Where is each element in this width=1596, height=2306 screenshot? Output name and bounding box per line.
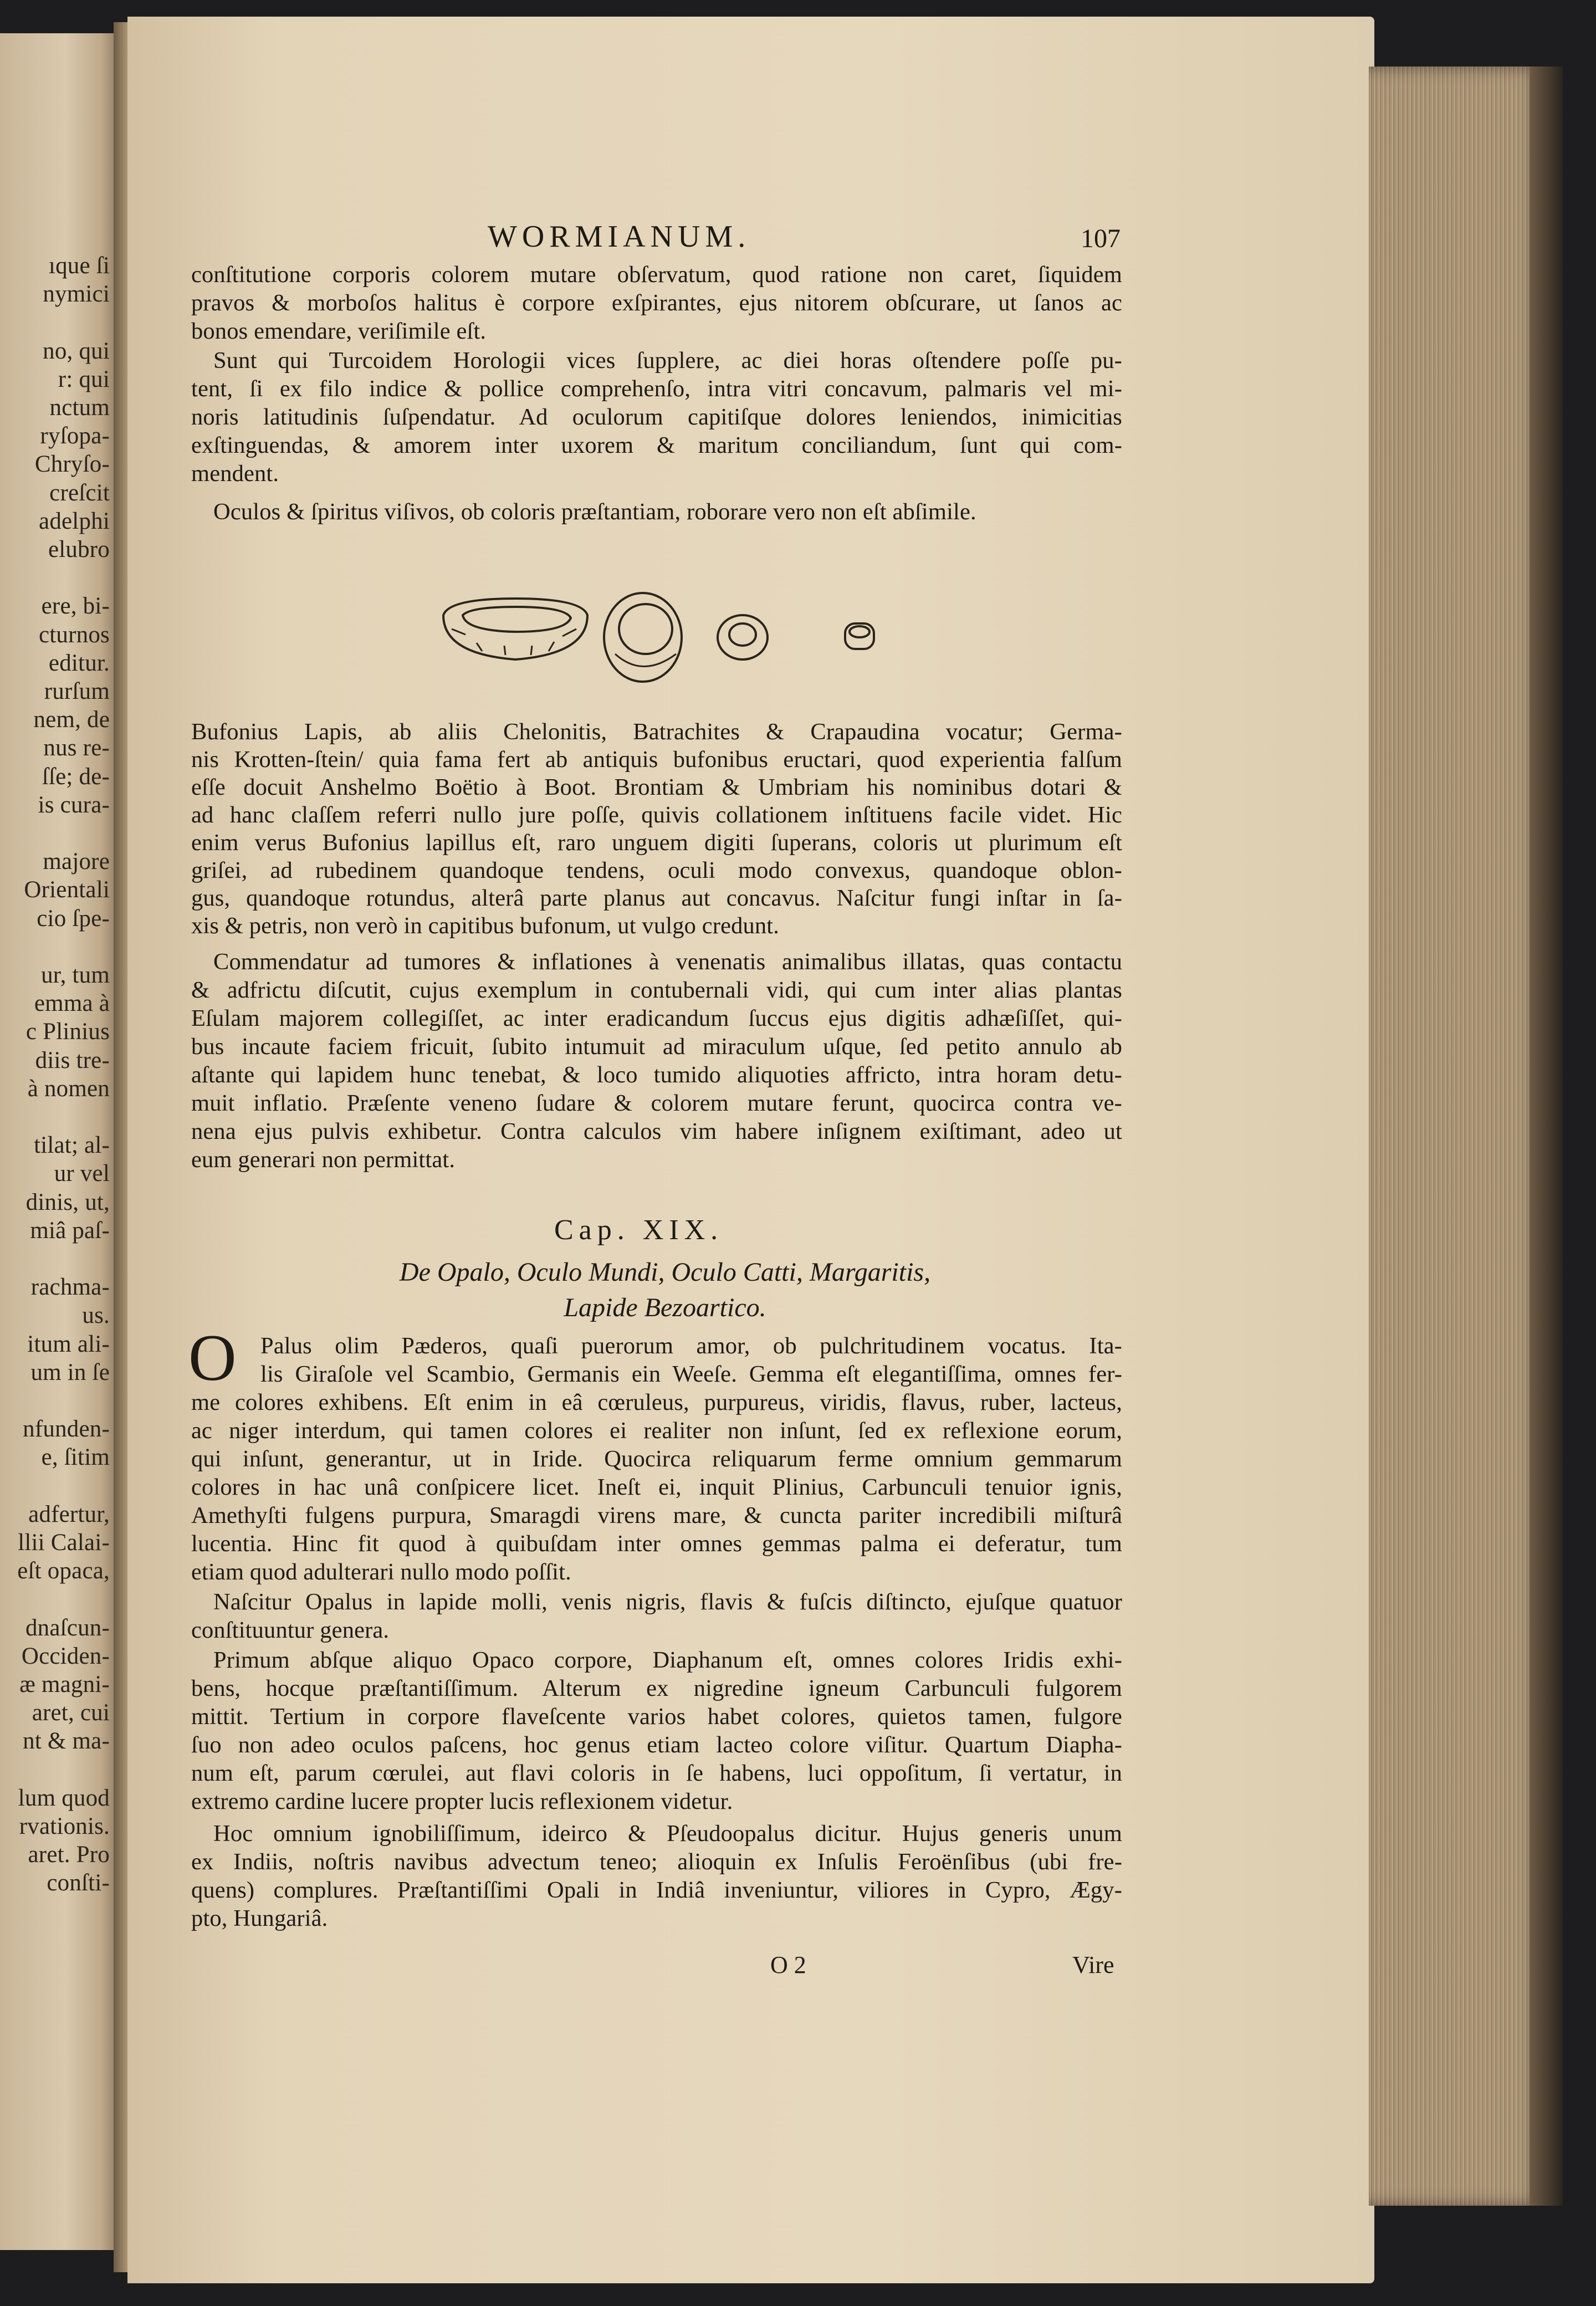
paragraph-4-line: gus, quandoque rotundus, alterâ parte planus aut concavus. Naſcitur fungi inſtar in ſa- (191, 885, 1122, 911)
paragraph-5-line: Commendatur ad tumores & inflationes à venenatis animalibus illatas, quas contactu (213, 949, 1122, 975)
left-page-fragment: cturnos (39, 621, 110, 648)
left-page-fragment: à nomen (27, 1075, 110, 1102)
signature-mark: O 2 (770, 1951, 806, 1978)
chapter-head: Cap. XIX. (554, 1214, 724, 1246)
paragraph-1-line: conſtitutione corporis colorem mutare obſervatum, quod ratione non caret, ſiquidem (191, 262, 1122, 288)
paragraph-8-line: bens, hocque præſtantiſſimum. Alterum ex nigredine igneum Carbunculi fulgorem (191, 1675, 1122, 1701)
left-page-fragment: nus re- (43, 735, 110, 761)
left-page-fragment: elubro (48, 536, 110, 563)
left-page-fragment: Orientali (24, 877, 110, 903)
left-page-fragment: creſcit (49, 479, 110, 506)
left-page-fragment: æ magni- (19, 1671, 110, 1697)
paragraph-9-line: ex Indiis, noſtris navibus advectum teneo; alioquin ex Inſulis Feroënſibus (ubi fre- (191, 1849, 1122, 1875)
left-page-fragment: nymici (43, 281, 110, 308)
left-page-fragment: adelphi (39, 508, 110, 534)
paragraph-6-line: etiam quod adulterari nullo modo poſſit. (191, 1559, 571, 1585)
toadstone-figure (432, 576, 887, 687)
left-page-fragment: adfertur, (28, 1501, 110, 1527)
paragraph-5-line: & adfrictu diſcutit, cujus exemplum in contubernali vidi, qui cum inter alias plantas (191, 977, 1122, 1003)
paragraph-6-line: lucentia. Hinc fit quod à quibuſdam inter omnes gemmas palma ei deferatur, tum (191, 1531, 1122, 1557)
left-page-fragment: aret, cui (32, 1700, 110, 1726)
left-page-fragment: ere, bi- (41, 593, 110, 620)
running-head: WORMIANUM. (488, 219, 751, 254)
left-page-fragment: tilat; al- (34, 1132, 110, 1159)
left-page-fragment: aret. Pro (28, 1842, 110, 1868)
paragraph-6-line: Palus olim Pæderos, quaſi puerorum amor, ob pulchritudinem vocatus. Ita- (260, 1333, 1122, 1359)
left-page-fragment: Chryſo- (34, 451, 110, 478)
paragraph-7-line: Naſcitur Opalus in lapide molli, venis nigris, flavis & fuſcis diſtincto, ejuſque quatuor (213, 1589, 1122, 1615)
paragraph-5-line: eum generari non permittat. (191, 1147, 456, 1173)
paragraph-1-line: bonos emendare, veriſimile eſt. (191, 318, 487, 344)
paragraph-4-line: ad hanc claſſem referri nullo jure poſſe, quivis collationem inſtituens facile videt. Hic (191, 802, 1122, 828)
drop-cap: O (188, 1321, 237, 1394)
left-page-fragment: rurſum (44, 678, 110, 704)
left-page-fragment: nem, de (33, 707, 110, 733)
stone-round (604, 593, 682, 682)
stone-tiny (845, 623, 874, 649)
left-page-fragment: is cura- (38, 791, 110, 818)
paragraph-6-line: lis Giraſole vel Scambio, Germanis ein Weeſe. Gemma eſt elegantiſſima, omnes fer- (260, 1361, 1122, 1387)
paragraph-8-line: num eſt, parum cœrulei, aut flavi coloris in ſe habens, luci oppoſitum, ſi vertatur, in (191, 1760, 1122, 1786)
left-page-fragment: ryſopa- (40, 423, 110, 449)
left-page-fragment: dnaſcun- (25, 1614, 110, 1641)
left-page-fragment: itum ali- (27, 1331, 110, 1357)
stone-oblong (443, 599, 587, 659)
paragraph-5-line: bus incaute faciem fricuit, ſubito intumuit ad miraculum uſque, ſed petito annulo ab (191, 1034, 1122, 1060)
left-page-fragment: nfunden- (23, 1416, 110, 1443)
stone-small (718, 615, 768, 659)
paragraph-7-line: conſtituuntur genera. (191, 1617, 390, 1643)
paragraph-9-line: Hoc omnium ignobiliſſimum, ideirco & Pſeudoopalus dicitur. Hujus generis unum (213, 1821, 1122, 1847)
left-page-fragment: um in ſe (30, 1359, 110, 1385)
catchword: Vire (1072, 1951, 1114, 1978)
left-page-fragment: diis tre- (35, 1047, 110, 1073)
left-page-fragment: no, qui (43, 338, 110, 364)
left-page-fragment: us. (82, 1302, 110, 1329)
left-page-fragment: editur. (48, 650, 110, 676)
paragraph-8-line: Primum abſque aliquo Opaco corpore, Diaphanum eſt, omnes colores Iridis exhi- (213, 1647, 1122, 1673)
paragraph-9-line: pto, Hungariâ. (191, 1905, 328, 1931)
left-page-fragment: cio ſpe- (37, 905, 110, 932)
left-page-fragment: miâ paſ- (30, 1217, 110, 1244)
paragraph-1-line: pravos & morboſos halitus è corpore exſpirantes, ejus nitorem obſcurare, ut ſanos ac (191, 290, 1122, 316)
paragraph-5-line: muit inflatio. Præſente veneno ſudare & colorem mutare ferunt, quocirca contra ve- (191, 1090, 1122, 1116)
left-page-fragment: e, ſitim (41, 1444, 110, 1471)
left-page-fragment: ıque ſi (48, 253, 110, 279)
left-page-fragment: llii Calai- (18, 1530, 110, 1556)
left-page-fragment: rachma- (30, 1274, 110, 1301)
chapter-title-line-1: De Opalo, Oculo Mundi, Oculo Catti, Margaritis, (399, 1257, 931, 1287)
paragraph-4-line: nis Krotten-ſtein/ quia fama fert ab antiquis bufonibus eructari, quod experientia falſum (191, 746, 1122, 773)
left-page-fragment: nt & ma- (23, 1728, 110, 1755)
left-page-fragment: emma à (34, 990, 110, 1017)
chapter-title-line-2: Lapide Bezoartico. (564, 1293, 766, 1322)
paragraph-8-line: extremo cardine lucere propter lucis reflexionem videtur. (191, 1788, 733, 1814)
left-page-fragment: ſſe; de- (42, 763, 110, 790)
paragraph-8-line: mittit. Tertium in corpore flaveſcente varios habet colores, quietos tamen, fulgore (191, 1704, 1122, 1730)
paragraph-4-line: griſei, ad rubedinem quandoque tendens, oculi modo convexus, quandoque oblon- (191, 857, 1122, 883)
paragraph-6-line: ac niger interdum, qui tamen colores ei realiter non inſunt, ſed ex reflexione eorum, (191, 1418, 1122, 1444)
paragraph-2-line: Sunt qui Turcoidem Horologii vices ſupplere, ac diei horas oſtendere poſſe pu- (213, 347, 1122, 374)
left-page-fragment: Occiden- (21, 1643, 110, 1669)
paragraph-2-line: mendent. (191, 461, 279, 487)
left-page-fragment: nctum (49, 395, 110, 421)
left-page-fragment: ur vel (54, 1160, 110, 1187)
paragraph-6-line: qui inſunt, generantur, ut in Iride. Quocirca reliquarum ferme omnium gemmarum (191, 1446, 1122, 1472)
paragraph-5-line: Eſulam majorem collegiſſet, ac inter eradicandum ſuccus ejus digitis adhæſiſſet, qui- (191, 1005, 1122, 1031)
left-page-fragment: conſti- (47, 1870, 110, 1896)
left-page-fragment: ur, tum (41, 962, 110, 988)
paragraph-5-line: aſtante qui lapidem hunc tenebat, & loco tumido aliquoties affricto, intra horam detu- (191, 1062, 1122, 1088)
paragraph-4-line: enim verus Bufonius lapillus eſt, raro unguem digiti ſuperans, coloris ut plurimum eſt (191, 830, 1122, 856)
page-number: 107 (1081, 224, 1121, 253)
paragraph-8-line: ſuo non adeo oculos paſcens, hoc genus etiam lacteo colore viſitur. Quartum Diapha- (191, 1732, 1122, 1758)
paragraph-2-line: tent, ſi ex filo indice & pollice comprehenſo, intra vitri concavum, palmaris vel mi- (191, 376, 1122, 402)
paragraph-5-line: nena ejus pulvis exhibetur. Contra calculos vim habere inſignem exiſtimant, adeo ut (191, 1118, 1122, 1144)
paragraph-6-line: me colores exhibens. Eſt enim in eâ cœruleus, purpureus, viridis, flavus, ruber, lacteus, (191, 1389, 1122, 1415)
left-page-fragment: dinis, ut, (25, 1189, 110, 1215)
left-page-fragment: c Plinius (25, 1019, 110, 1045)
paragraph-4-line: eſſe docuit Anshelmo Boëtio à Boot. Brontiam & Umbriam his nominibus dotari & (191, 774, 1122, 800)
paragraph-9-line: quens) complures. Præſtantiſſimi Opali in Indiâ inveniuntur, viliores in Cypro, Ægy- (191, 1877, 1122, 1903)
left-page-fragment: lum quod (18, 1785, 110, 1811)
paragraph-4-line: Bufonius Lapis, ab aliis Chelonitis, Batrachites & Crapaudina vocatur; Germa- (191, 719, 1122, 745)
left-page-fragment: r: qui (58, 366, 110, 392)
paragraph-2-line: exſtinguendas, & amorem inter uxorem & maritum conciliandum, ſunt qui com- (191, 432, 1122, 458)
paragraph-6-line: Amethyſti fulgens purpura, Smaragdi virens mare, & cuncta pariter incredibili miſturâ (191, 1502, 1122, 1528)
left-page-fragment: rvationis. (19, 1813, 110, 1839)
paragraph-2-line: noris latitudinis ſuſpendatur. Ad oculorum capitiſque dolores leniendos, inimicitias (191, 404, 1122, 430)
paragraph-4-line: xis & petris, non verò in capitibus bufonum, ut vulgo credunt. (191, 913, 780, 939)
paragraph-6-line: colores in hac unâ conſpicere licet. Ineſt ei, inquit Plinius, Carbunculi tenuior ignis, (191, 1474, 1122, 1500)
left-page-fragment: eſt opaca, (17, 1558, 110, 1584)
left-page-fragment: majore (43, 848, 110, 875)
paragraph-3-line: Oculos & ſpiritus viſivos, ob coloris præſtantiam, roborare vero non eſt abſimile. (213, 499, 976, 525)
